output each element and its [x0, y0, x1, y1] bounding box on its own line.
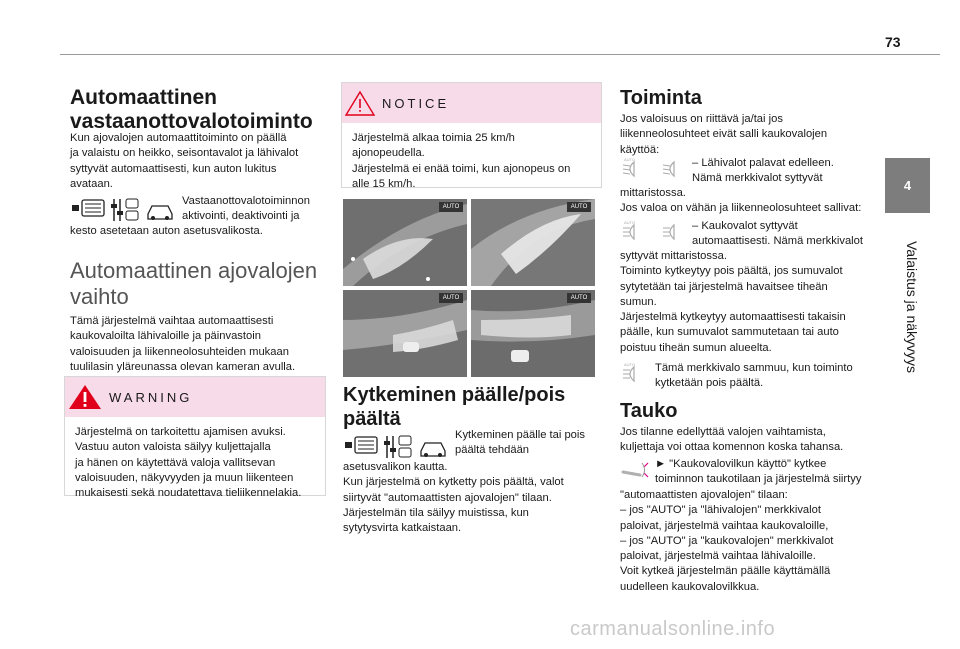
auto-switch-paragraph: Tämä järjestelmä vaihtaa automaattisesti kaukovaloilta lähivaloille ja päinvastoin valoisuuden ja liikenneolosuhteiden mukaan tuulilasin yläreunassa olevan kameran avulla.	[70, 315, 296, 373]
warning-box	[64, 376, 326, 500]
chapter-title: Valaistus ja näkyvyys	[904, 241, 920, 374]
section-title: Automaattinen vastaanottovalotoiminto	[70, 86, 313, 133]
operation-text-1: mittaristossa. Jos valoa on vähän ja liikenneolosuhteet sallivat:	[620, 187, 862, 215]
watermark[interactable]: carmanualsonline.info	[570, 618, 776, 640]
warning-icon	[65, 382, 105, 412]
auto-lamp-indicator	[620, 361, 650, 387]
item-high-beam: – Kaukovalot syttyvät automaattisesti. Nämä merkkivalot	[692, 220, 863, 248]
settings-menu-icon	[70, 196, 178, 224]
icon-caption-cont: kesto asetetaan auton asetusvalikosta.	[70, 225, 263, 237]
auto-label-3: AUTO	[439, 293, 463, 303]
menu-icons-2	[343, 433, 449, 461]
pause-paragraph: "automaattisten ajovalojen" tilaan: – jos "AUTO" ja "lähivalojen" merkkivalot paloivat, järjestelmä vaihtaa kaukovaloille, – jos "AUTO" ja "kaukovalojen" merkkivalot paloivat, järjestelmä vaihtaa lähivaloille. Voit kytkeä järjestelmän päälle käyttämällä uudelleen kaukovalovilkkua.	[620, 489, 834, 593]
auto-label-2: AUTO	[567, 202, 591, 212]
illustration-4	[471, 290, 595, 377]
svg-text:AUTO: AUTO	[624, 220, 636, 225]
section-title-2: Automaattinen ajovalojen vaihto	[70, 258, 318, 309]
stalk-indicator	[620, 457, 650, 483]
operation-title: Toiminta	[620, 87, 702, 109]
item-low-beam: – Lähivalot palavat edelleen. Nämä merkkivalot syttyvät	[692, 157, 834, 185]
pause-intro: Jos tilanne edellyttää valojen vaihtamista, kuljettaja voi ottaa komennon koska tahansa.	[620, 426, 844, 454]
headlamp-flash-stalk-icon	[620, 457, 650, 483]
warning-text: Järjestelmä on tarkoitettu ajamisen avuksi. Vastuu auton valoista säilyy kuljettajalla ja hänen on käytettävä valoja vallitsevan valoisuuden, näkyvyyden ja muun liikenteen mukaisesti sekä noudatettava tieliikennelakia.	[75, 426, 302, 500]
warning-header	[65, 377, 325, 417]
switch-paragraph: asetusvalikon kautta. Kun järjestelmä on kytketty pois päältä, valot siirtyvät "automaattisten ajovalojen" tilaan. Järjestelmän tila säilyy muistissa, kun sytytysvirta katkaistaan.	[343, 461, 564, 535]
notice-header	[342, 83, 601, 123]
chapter-tab[interactable]: 4	[885, 158, 930, 213]
settings-menu-icon-2	[343, 433, 449, 461]
notice-icon	[342, 88, 378, 118]
menu-icons	[70, 196, 178, 224]
switch-title: Kytkeminen päälle/pois päältä	[343, 384, 566, 430]
low-beam-icon	[620, 156, 686, 182]
low-beam-indicators	[620, 156, 686, 182]
auto-lamp-icon	[620, 361, 650, 387]
header-divider	[60, 54, 940, 55]
switch-icon-caption: Kytkeminen päälle tai pois päältä tehdään	[455, 429, 585, 457]
svg-text:AUTO: AUTO	[624, 362, 636, 367]
icon-caption: Vastaanottovalotoiminnon aktivointi, deaktivointi ja	[182, 195, 310, 223]
auto-label-1: AUTO	[439, 202, 463, 212]
notice-box	[341, 82, 602, 188]
notice-title: NOTICE	[382, 95, 450, 111]
notice-text: Järjestelmä alkaa toimia 25 km/h ajonopeudella. Järjestelmä ei enää toimi, kun ajonopeus on alle 15 km/h.	[352, 132, 571, 190]
illustration-3	[343, 290, 467, 377]
high-beam-icon	[620, 219, 686, 245]
illustration-1	[343, 199, 467, 286]
warning-title: WARNING	[109, 389, 193, 405]
page-number: 73	[885, 34, 901, 50]
illustration-2	[471, 199, 595, 286]
high-beam-indicators	[620, 219, 686, 245]
item-flash: ► "Kaukovalovilkun käyttö" kytkee toiminnon taukotilaan ja järjestelmä siirtyy	[655, 458, 862, 486]
auto-label-4: AUTO	[567, 293, 591, 303]
intro-paragraph: Kun ajovalojen automaattitoiminto on päällä ja valaistu on heikko, seisontavalot ja lähivalot syttyvät automaattisesti, kun auton lukitus avataan.	[70, 132, 299, 190]
svg-text:AUTO: AUTO	[624, 157, 636, 162]
item-auto-off: Tämä merkkivalo sammuu, kun toiminto kytketään pois päältä.	[655, 362, 853, 390]
operation-text-2: syttyvät mittaristossa. Toiminto kytkeytyy pois päältä, jos sumuvalot sytytetään tai järjestelmä havaitsee tiheän sumun. Järjestelmä kytkeytyy automaattisesti takaisin päälle, kun sumuvalot sammutetaan tai auto poistuu tiheän sumun alueelta.	[620, 250, 846, 354]
operation-intro: Jos valoisuus on riittävä ja/tai jos liikenneolosuhteet eivät salli kaukovalojen käyttöä:	[620, 113, 828, 156]
pause-title: Tauko	[620, 400, 678, 422]
